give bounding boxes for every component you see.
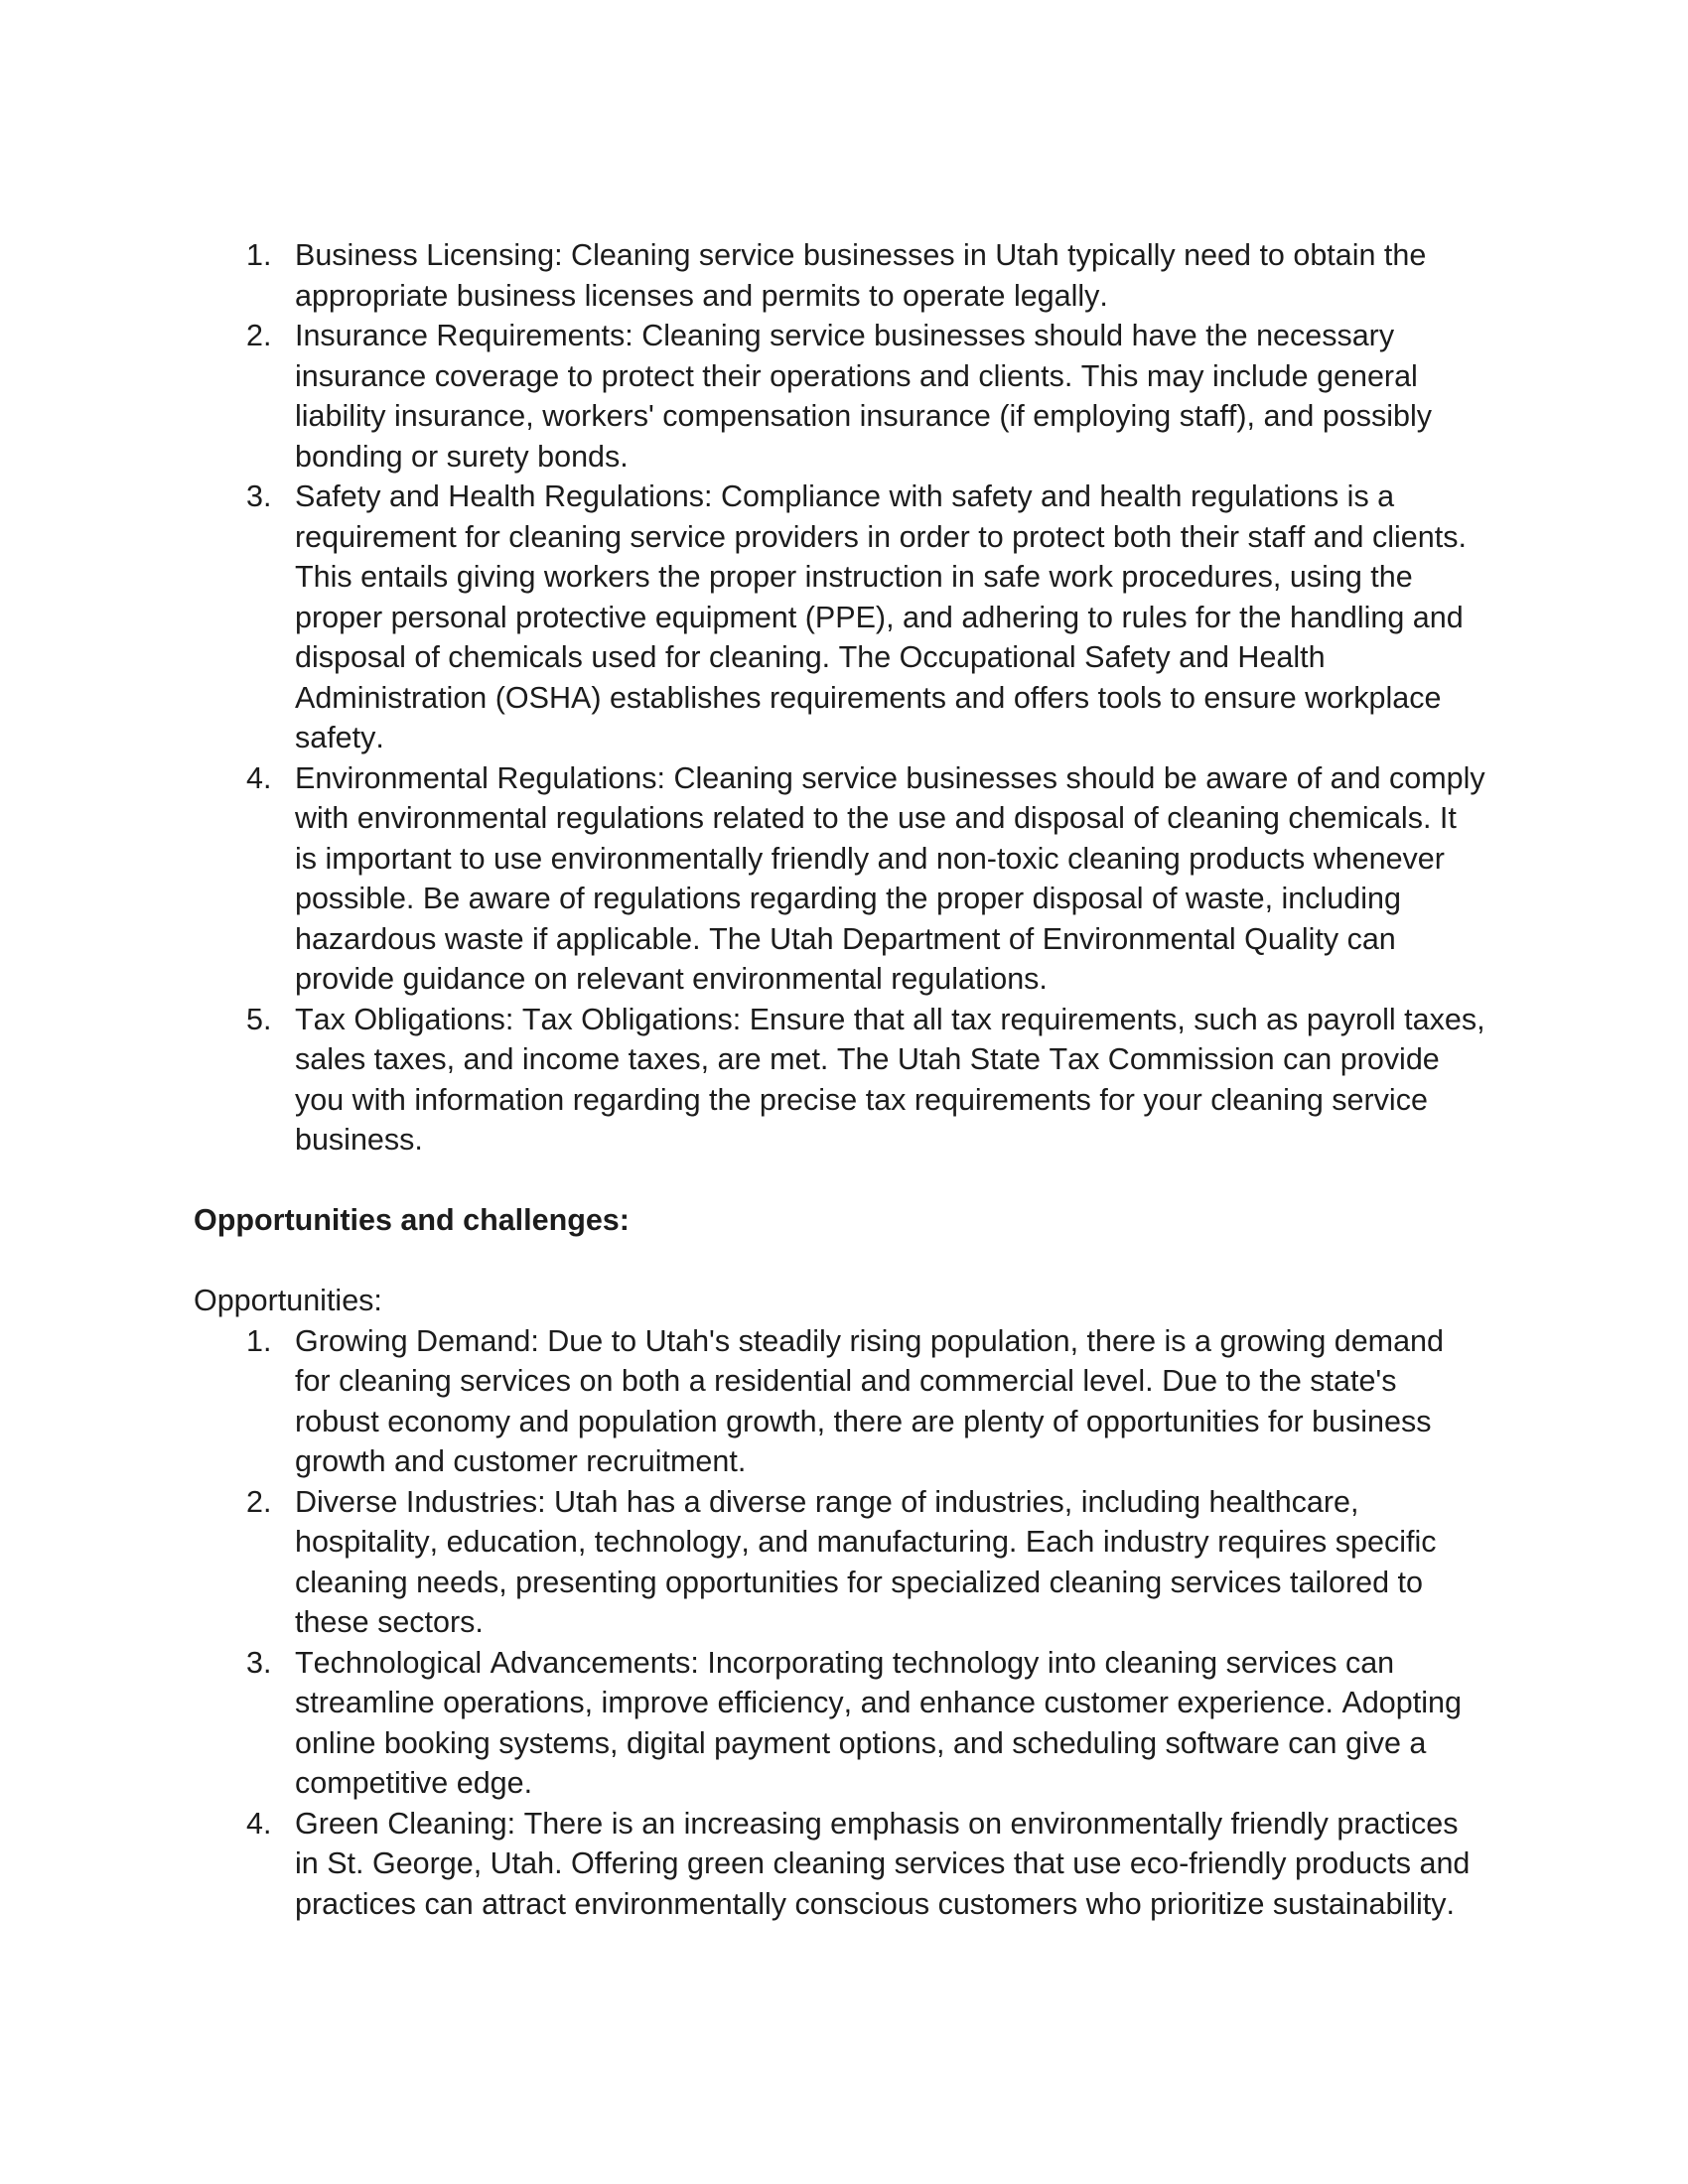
paragraph-spacer (194, 1241, 1485, 1282)
list-item-number: 3. (246, 1645, 272, 1680)
list-item-text: Safety and Health Regulations: Compliance with safety and health regulations is a requirement for cleaning service providers in order to protect both their staff and clients. This entails giving workers the proper instruction in safe work procedures, using the proper personal protective equipment (PPE), and adhering to rules for the handling and disposal of chemicals used for cleaning. The Occupational Safety and Health Administration (OSHA) establishes requirements and offers tools to ensure workplace safety. (295, 479, 1467, 754)
regulations-list (194, 235, 1485, 1160)
paragraph-spacer (194, 1160, 1485, 1201)
list-item-text: Business Licensing: Cleaning service businesses in Utah typically need to obtain the appropriate business licenses and permits to operate legally. (295, 238, 1427, 313)
list-item-text: Growing Demand: Due to Utah's steadily rising population, there is a growing demand for cleaning services on both a residential and commercial level. Due to the state's robust economy and population growth, there are plenty of opportunities for business growth and customer recruitment. (295, 1323, 1444, 1478)
list-item-text: Tax Obligations: Tax Obligations: Ensure that all tax requirements, such as payroll taxes, sales taxes, and income taxes, are met. The Utah State Tax Commission can provide you with information regarding the precise tax requirements for your cleaning service business. (295, 1002, 1485, 1157)
list-item (194, 316, 1485, 477)
list-item-text: Environmental Regulations: Cleaning service businesses should be aware of and comply with environmental regulations related to the use and disposal of cleaning chemicals. It is important to use environmentally friendly and non-toxic cleaning products whenever possible. Be aware of regulations regarding the proper disposal of waste, including hazardous waste if applicable. The Utah Department of Environmental Quality can provide guidance on relevant environmental regulations. (295, 760, 1485, 996)
list-item-number: 2. (246, 1484, 272, 1519)
list-item-number: 4. (246, 1806, 272, 1841)
list-item-number: 3. (246, 479, 272, 513)
list-item-text: Green Cleaning: There is an increasing emphasis on environmentally friendly practices in St. George, Utah. Offering green cleaning services that use eco-friendly products and practices can attract environmentally conscious customers who prioritize sustainability. (295, 1806, 1471, 1921)
document-content (194, 235, 1485, 1924)
list-item-number: 2. (246, 319, 272, 352)
list-item (194, 235, 1485, 316)
list-item-number: 5. (246, 1002, 272, 1036)
list-item (194, 1321, 1485, 1482)
list-item (194, 1482, 1485, 1643)
list-item-text: Technological Advancements: Incorporating technology into cleaning services can streamline operations, improve efficiency, and enhance customer experience. Adopting online booking systems, digital payment options, and scheduling software can give a competitive edge. (295, 1645, 1462, 1800)
list-item (194, 758, 1485, 1000)
list-item (194, 477, 1485, 758)
list-item-text: Diverse Industries: Utah has a diverse range of industries, including healthcare, hospitality, education, technology, and manufacturing. Each industry requires specific cleaning needs, presenting opportunities for specialized cleaning services tailored to these sectors. (295, 1484, 1437, 1639)
list-item (194, 1804, 1485, 1925)
opportunities-list (194, 1321, 1485, 1925)
section-heading: Opportunities and challenges: (194, 1203, 630, 1237)
list-item-number: 1. (246, 238, 272, 272)
list-item-number: 1. (246, 1323, 272, 1358)
list-item-number: 4. (246, 760, 272, 795)
opportunities-label: Opportunities: (194, 1284, 382, 1317)
list-item (194, 1000, 1485, 1160)
list-item-text: Insurance Requirements: Cleaning service businesses should have the necessary insurance coverage to protect their operations and clients. This may include general liability insurance, workers' compensation insurance (if employing staff), and possibly bonding or surety bonds. (295, 319, 1433, 474)
list-item (194, 1643, 1485, 1804)
